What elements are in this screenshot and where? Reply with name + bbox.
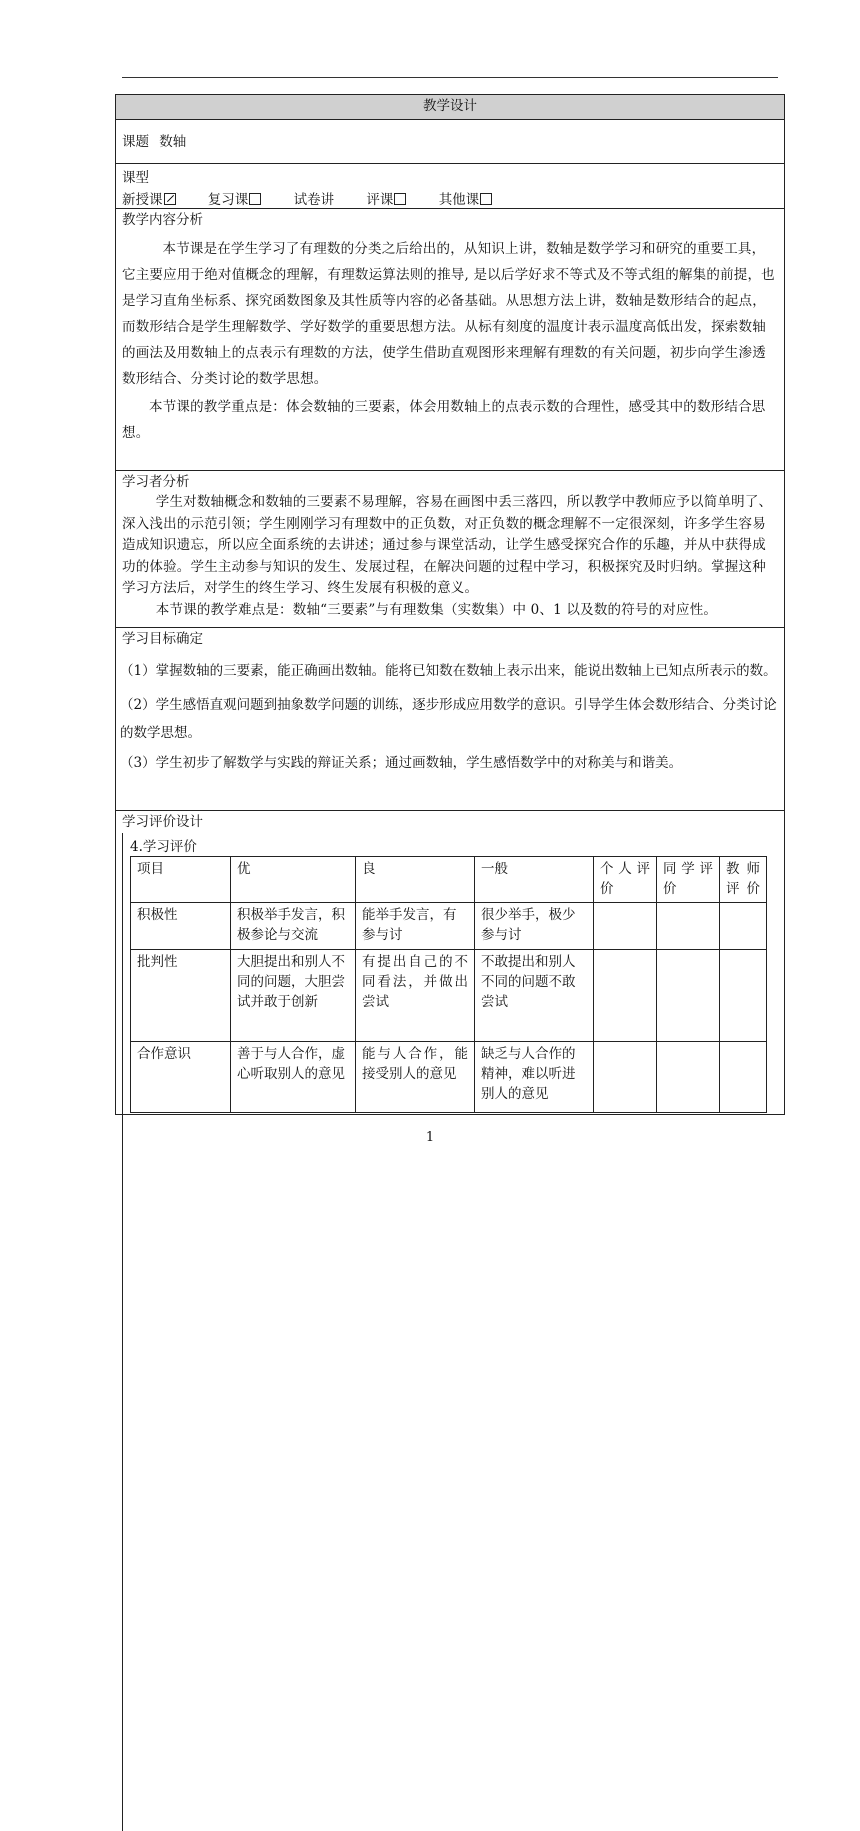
table-cell: 很少举手，极少参与讨	[475, 903, 594, 950]
lesson-design-table	[115, 94, 785, 1115]
table-cell	[657, 1042, 720, 1113]
column-header: 个人评价	[594, 857, 657, 903]
content-analysis-heading: 教学内容分析	[122, 212, 203, 228]
table-cell: 大胆提出和别人不同的问题，大胆尝试并敢于创新	[231, 950, 356, 1042]
evaluation-heading: 学习评价设计	[122, 814, 203, 830]
objective-item: （3）学生初步了解数学与实践的辩证关系；通过画数轴，学生感悟数学中的对称美与和谐美。	[120, 755, 683, 771]
table-cell: 积极性	[131, 903, 231, 950]
table-cell	[594, 950, 657, 1042]
page-number: 1	[425, 1130, 435, 1145]
learner-analysis-difficulty: 本节课的教学难点是：数轴“三要素”与有理数集（实数集）中 0、1 以及数的符号的对应性。	[155, 601, 718, 618]
checked-box-icon[interactable]	[164, 193, 176, 205]
table-title-text: 教学设计	[423, 98, 477, 114]
objective-item: （1）掌握数轴的三要素，能正确画出数轴。能将已知数在数轴上表示出来，能说出数轴上已知点所表示的数。	[120, 663, 777, 679]
table-cell: 能与人合作，能接受别人的意见	[356, 1042, 475, 1113]
table-cell	[720, 950, 767, 1042]
option-other-lesson[interactable]: 其他课	[439, 190, 493, 210]
table-cell	[720, 903, 767, 950]
option-review-lesson[interactable]: 复习课	[208, 190, 262, 210]
topic-label: 课题	[122, 134, 149, 150]
table-cell: 批判性	[131, 950, 231, 1042]
option-new-lesson[interactable]: 新授课	[122, 190, 176, 210]
option-test-lesson: 试卷讲	[293, 192, 335, 208]
table-cell	[594, 1042, 657, 1113]
column-header: 一般	[475, 857, 594, 903]
column-header: 项目	[131, 857, 231, 903]
table-cell: 积极举手发言，积极参论与交流	[231, 903, 356, 950]
table-cell: 合作意识	[131, 1042, 231, 1113]
column-header: 同学评价	[657, 857, 720, 903]
content-analysis-focus: 本节课的教学重点是：体会数轴的三要素，体会用数轴上的点表示数的合理性，感受其中的数形结合思想。	[122, 399, 766, 441]
topic-row	[116, 119, 784, 163]
table-row	[131, 1042, 767, 1113]
evaluation-section	[116, 810, 784, 1116]
objectives-heading: 学习目标确定	[122, 631, 203, 647]
table-cell: 善于与人合作，虚心听取别人的意见	[231, 1042, 356, 1113]
objectives-section	[116, 627, 784, 807]
column-header: 良	[356, 857, 475, 903]
evaluation-subheading: 4.学习评价	[130, 839, 197, 855]
checkbox-icon[interactable]	[249, 193, 261, 205]
checkbox-icon[interactable]	[394, 193, 406, 205]
table-cell	[594, 903, 657, 950]
table-row	[131, 950, 767, 1042]
table-cell: 有提出自己的不同看法，并做出尝试	[356, 950, 475, 1042]
lesson-type-label: 课型	[122, 170, 149, 186]
table-cell	[657, 903, 720, 950]
option-evaluation-lesson[interactable]: 评课	[366, 190, 406, 210]
table-header-row	[131, 857, 767, 903]
objective-item: （2）学生感悟直观问题到抽象数学问题的训练，逐步形成应用数学的意识。引导学生体会数形结合、分类讨论的数学思想。	[120, 697, 777, 741]
lesson-type-row	[116, 163, 784, 208]
inner-border	[122, 833, 123, 1831]
lesson-type-options	[116, 190, 784, 210]
table-cell	[657, 950, 720, 1042]
table-cell: 能举手发言，有参与讨	[356, 903, 475, 950]
table-row	[131, 903, 767, 950]
column-header: 教师评价	[720, 857, 767, 903]
table-cell: 不敢提出和别人不同的问题不敢尝试	[475, 950, 594, 1042]
evaluation-table	[130, 856, 767, 1113]
table-cell: 缺乏与人合作的精神，难以听进别人的意见	[475, 1042, 594, 1113]
learner-analysis-heading: 学习者分析	[122, 474, 190, 490]
checkbox-icon[interactable]	[480, 193, 492, 205]
table-title	[116, 95, 784, 119]
topic-value: 数轴	[159, 134, 187, 150]
header-rule	[122, 77, 778, 78]
content-analysis-paragraph: 本节课是在学生学习了有理数的分类之后给出的，从知识上讲，数轴是数学学习和研究的重要工具，它主要应用于绝对值概念的理解，有理数运算法则的推导, 是以后学好求不等式及不等式组的解集的前提，也是学习直角坐标系、探究函数图象及其性质等内容的必备基础。从思想方法上讲，数轴是数形结合的起点，而数形结合是学生理解数学、学好数学的重要思想方法。从标有刻度的温度计表示温度高低出发，探索数轴的画法及用数轴上的点表示有理数的方法，使学生借助直观图形来理解有理数的有关问题，初步向学生渗透数形结合、分类讨论的数学思想。	[122, 241, 775, 387]
table-cell	[720, 1042, 767, 1113]
column-header: 优	[231, 857, 356, 903]
learner-analysis-paragraph: 学生对数轴概念和数轴的三要素不易理解，容易在画图中丢三落四，所以教学中教师应予以简单明了、深入浅出的示范引领；学生刚刚学习有理数中的正负数，对正负数的概念理解不一定很深刻，许多学生容易造成知识遗忘，所以应全面系统的去讲述；通过参与课堂活动，让学生感受探究合作的乐趣，并从中获得成功的体验。学生主动参与知识的发生、发展过程，在解决问题的过程中学习，积极探究及时归纳。掌握这种学习方法后，对学生的终生学习、终生发展有积极的意义。	[122, 494, 773, 596]
